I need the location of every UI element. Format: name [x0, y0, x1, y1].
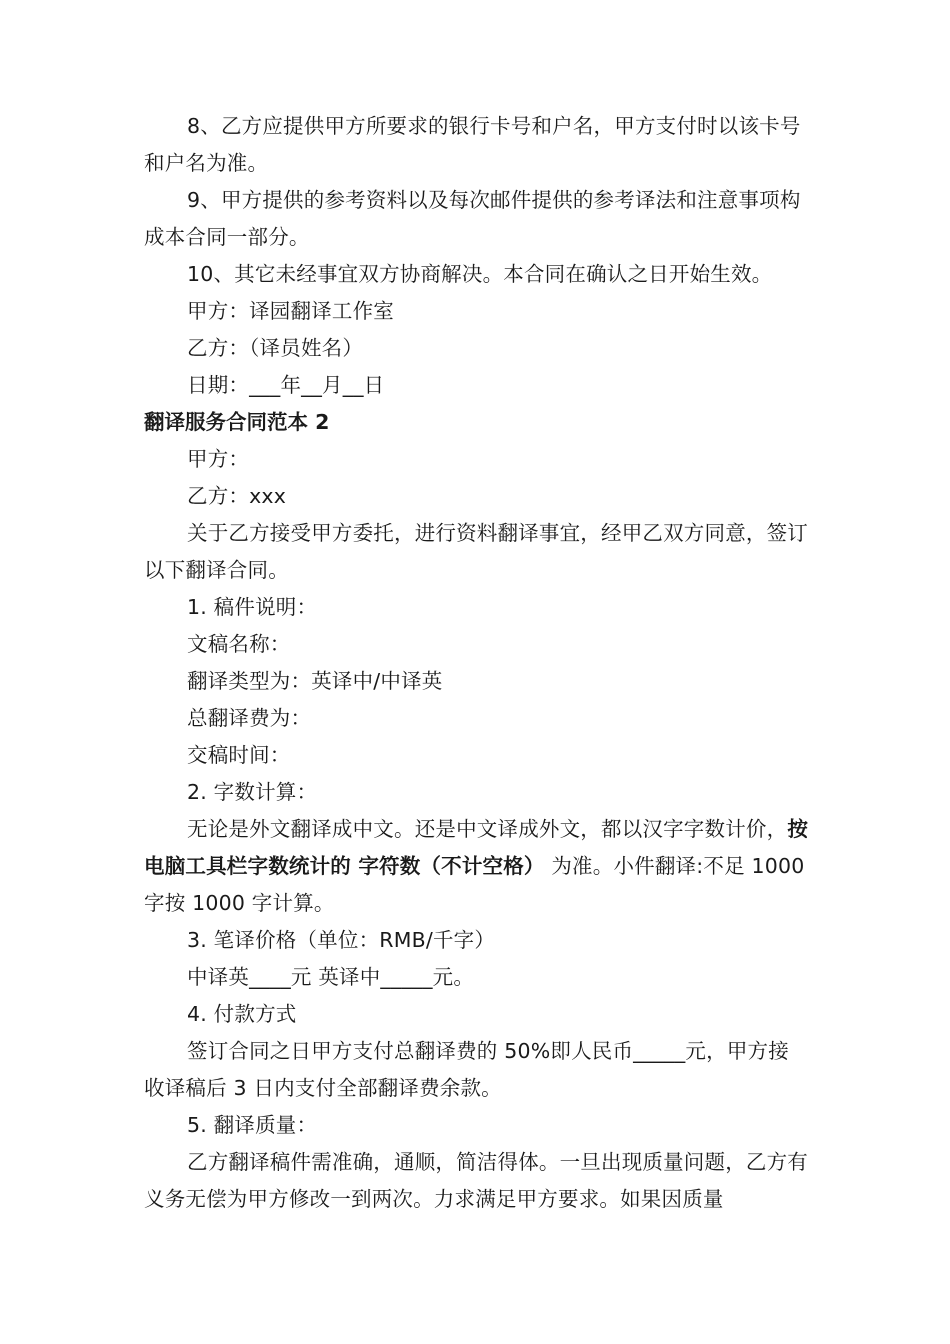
item-2-title: 2. 字数计算： — [187, 780, 318, 804]
translation-type-line: 翻译类型为：英译中/中译英 — [187, 669, 443, 693]
party-a-label: 甲方： — [187, 447, 250, 471]
word-count-text: 无论是外文翻译成中文。还是中文译成外文，都以汉字字数计价， — [187, 817, 788, 841]
item-1-title: 1. 稿件说明： — [187, 595, 318, 619]
word-count-rest: 为准。小件翻译:不足 1000 字按 1000 字计算。 — [144, 854, 805, 915]
word-count-paragraph — [144, 811, 808, 922]
party-b-line: 乙方：（译员姓名） — [187, 336, 364, 360]
quality-paragraph: 乙方翻译稿件需准确，通顺，简洁得体。一旦出现质量问题，乙方有义务无偿为甲方修改一到两次。力求满足甲方要求。如果因质量 — [144, 1150, 808, 1211]
total-fee-line: 总翻译费为： — [187, 706, 312, 730]
party-a-line: 甲方：译园翻译工作室 — [187, 299, 394, 323]
payment-paragraph: 签订合同之日甲方支付总翻译费的 50%即人民币_____元，甲方接收译稿后 3 日内支付全部翻译费余款。 — [144, 1039, 789, 1100]
party-b-label: 乙方：xxx — [187, 484, 287, 508]
doc-name-line: 文稿名称： — [187, 632, 291, 656]
clause-10: 10、其它未经事宜双方协商解决。本合同在确认之日开始生效。 — [187, 262, 773, 286]
clause-8: 8、乙方应提供甲方所要求的银行卡号和户名，甲方支付时以该卡号和户名为准。 — [144, 114, 801, 175]
intro-paragraph: 关于乙方接受甲方委托，进行资料翻译事宜，经甲乙双方同意，签订以下翻译合同。 — [144, 521, 808, 582]
price-line: 中译英____元 英译中_____元。 — [187, 965, 475, 989]
date-line: 日期：___年__月__日 — [187, 373, 385, 397]
delivery-time-line: 交稿时间： — [187, 743, 291, 767]
clause-9: 9、甲方提供的参考资料以及每次邮件提供的参考译法和注意事项构成本合同一部分。 — [144, 188, 801, 249]
word-count-bold: 按电脑工具栏字数统计的 字符数（不计空格） — [144, 817, 809, 878]
section-heading: 翻译服务合同范本 2 — [144, 410, 330, 434]
document-body — [144, 108, 808, 1218]
item-4-title: 4. 付款方式 — [187, 1002, 297, 1026]
item-3-title: 3. 笔译价格（单位：RMB/千字） — [187, 928, 496, 952]
item-5-title: 5. 翻译质量： — [187, 1113, 318, 1137]
